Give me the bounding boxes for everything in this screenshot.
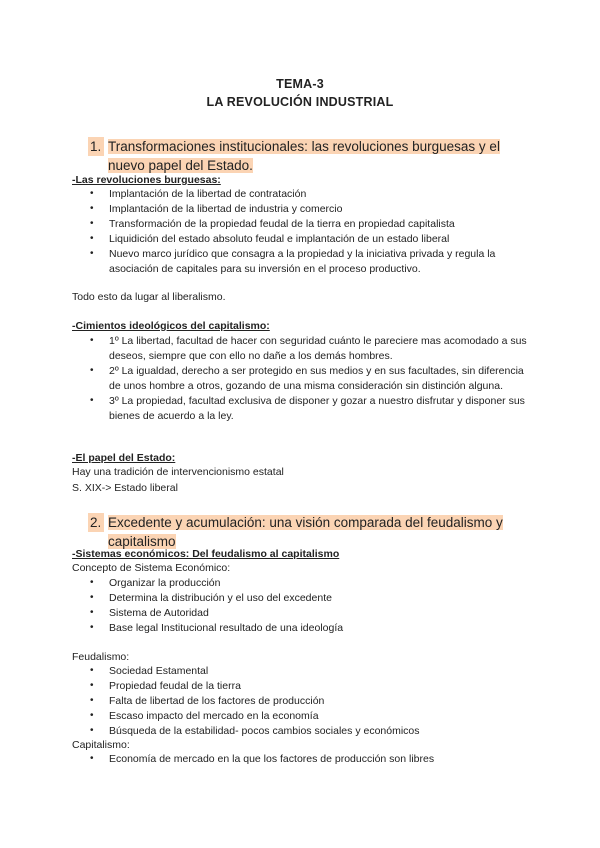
list-item: • Determina la distribución y el uso del excedente — [72, 591, 532, 606]
section-2-heading-line1: Excedente y acumulación: una visión comparada del feudalismo y — [108, 515, 503, 530]
list-item: • Propiedad feudal de la tierra — [72, 679, 532, 694]
doc-title-topic: TEMA-3 — [276, 77, 324, 91]
section-1-heading — [88, 137, 508, 175]
subheading-cimientos-ideologicos: -Cimientos ideológicos del capitalismo: — [72, 320, 270, 332]
list-item: • Sociedad Estamental — [72, 664, 532, 679]
list-sistema-economico — [72, 576, 532, 636]
list-item: • Implantación de la libertad de industria y comercio — [72, 202, 532, 217]
list-item: • Escaso impacto del mercado en la economía — [72, 709, 532, 724]
list-item: • Transformación de la propiedad feudal de la tierra en propiedad capitalista — [72, 217, 532, 232]
capitalismo-label: Capitalismo: — [72, 739, 130, 751]
list-cimientos-ideologicos — [72, 334, 532, 423]
doc-title-main: LA REVOLUCIÓN INDUSTRIAL — [206, 95, 394, 109]
list-item: • Implantación de la libertad de contratación — [72, 187, 532, 202]
list-item: • 2º La igualdad, derecho a ser protegido en sus medios y en sus facultades, sin diferencia de unos hombre a otros, gozando de una misma consideración sin distinción alguna. — [72, 364, 532, 394]
list-feudalismo — [72, 664, 532, 739]
section-2-heading — [88, 513, 508, 551]
section-1-number: 1. — [88, 137, 104, 156]
feudalismo-label: Feudalismo: — [72, 651, 130, 663]
section-2-number: 2. — [88, 513, 104, 532]
section-1-heading-line2: nuevo papel del Estado. — [108, 158, 253, 173]
papel-estado-line2: S. XIX-> Estado liberal — [72, 482, 178, 494]
list-capitalismo — [72, 752, 532, 767]
list-revoluciones-burguesas — [72, 187, 532, 276]
list-item: • Economía de mercado en la que los factores de producción son libres — [72, 752, 532, 767]
section-2-heading-line2: capitalismo — [108, 534, 176, 549]
list-item: • Nuevo marco jurídico que consagra a la propiedad y la iniciativa privada y regula la asociación de capitales para su inversión en el proceso productivo. — [72, 247, 532, 277]
section-1-heading-line1: Transformaciones institucionales: las revoluciones burguesas y el — [108, 139, 500, 154]
list-item: • Falta de libertad de los factores de producción — [72, 694, 532, 709]
concepto-sistema-economico: Concepto de Sistema Económico: — [72, 562, 231, 574]
list-item: • Sistema de Autoridad — [72, 606, 532, 621]
list-item: • Organizar la producción — [72, 576, 532, 591]
list-item: • 3º La propiedad, facultad exclusiva de disponer y gozar a nuestro disfrutar y disponer sus bienes de acuerdo a la ley. — [72, 394, 532, 424]
list-item: • 1º La libertad, facultad de hacer con seguridad cuánto le pareciere mas acomodado a sus deseos, siempre que con ello no dañe a los demás hombres. — [72, 334, 532, 364]
papel-estado-line1: Hay una tradición de intervencionismo estatal — [72, 466, 284, 478]
list-item: • Liquidición del estado absoluto feudal e implantación de un estado liberal — [72, 232, 532, 247]
subheading-sistemas-economicos: -Sistemas económicos: Del feudalismo al capitalismo — [72, 548, 340, 560]
list-item: • Base legal Institucional resultado de una ideología — [72, 621, 532, 636]
list-item: • Búsqueda de la estabilidad- pocos cambios sociales y económicos — [72, 724, 532, 739]
subheading-papel-estado: -El papel del Estado: — [72, 452, 176, 464]
liberalismo-note: Todo esto da lugar al liberalismo. — [72, 291, 226, 303]
subheading-revoluciones-burguesas: -Las revoluciones burguesas: — [72, 174, 221, 186]
